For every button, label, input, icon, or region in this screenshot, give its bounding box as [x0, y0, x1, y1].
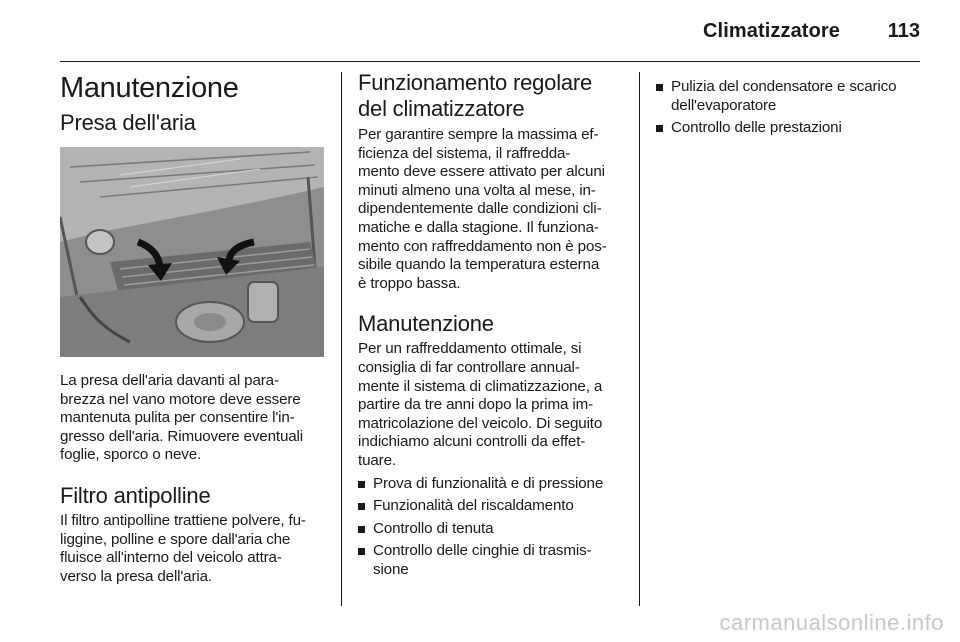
subheading-presa-aria: Presa dell'aria	[60, 110, 196, 135]
bullet-icon	[358, 503, 365, 510]
bullet-icon	[358, 526, 365, 533]
list-item: Controllo delle cinghie di trasmis- sione	[358, 542, 626, 579]
section-heading-manutenzione: Manutenzione	[60, 72, 239, 104]
header-rule	[60, 61, 920, 62]
list-item: Controllo di tenuta	[358, 520, 626, 539]
watermark: carmanualsonline.info	[719, 610, 944, 635]
bullet-icon	[656, 84, 663, 91]
column-2	[358, 70, 626, 579]
column-3	[656, 78, 924, 138]
bullet-icon	[358, 548, 365, 555]
bullet-icon	[358, 481, 365, 488]
subheading-manutenzione: Manutenzione	[358, 311, 494, 337]
paragraph-presa-aria: La presa dell'aria davanti al para- brezza nel vano motore deve essere mantenuta pulita per consentire l'in- gresso dell'aria. Rimuovere eventuali foglie, sporco o neve.	[60, 372, 304, 464]
engine-bay-illustration	[60, 147, 324, 357]
header-title: Climatizzatore	[703, 20, 840, 42]
column-divider-1	[341, 72, 342, 606]
list-item: Prova di funzionalità e di pressione	[358, 475, 626, 494]
page-number: 113	[887, 20, 920, 42]
subheading-funzionamento: Funzionamento regolare del climatizzatore	[358, 70, 593, 121]
paragraph-funzionamento: Per garantire sempre la massima ef- ficienza del sistema, il raffredda- mento deve essere attivato per alcuni minuti almeno una volta al mese, in- dipendentemente dalle condizioni cli- matiche e dalla stagione. Il funziona- mento con raffreddamento non è pos- sibile quando la temperatura esterna è troppo bassa.	[358, 126, 607, 292]
list-item: Pulizia del condensatore e scarico dell'evaporatore	[656, 78, 924, 115]
additional-checks-list	[656, 78, 924, 138]
column-divider-2	[639, 72, 640, 606]
bullet-icon	[656, 125, 663, 132]
column-1	[60, 70, 328, 586]
list-item: Controllo delle prestazioni	[656, 119, 924, 138]
subheading-filtro-antipolline: Filtro antipolline	[60, 482, 211, 508]
air-intake-illustration	[60, 147, 324, 357]
paragraph-manutenzione: Per un raffreddamento ottimale, si consiglia di far controllare annual- mente il sistema di climatizzazione, a partire da tre anni dopo la prima im- matricolazione del veicolo. Di seguito indichiamo alcuni controlli da effet- tuare.	[358, 340, 603, 469]
paragraph-filtro-antipolline: Il filtro antipolline trattiene polvere, fu- liggine, polline e spore dall'aria che fluisce all'interno del veicolo attra- verso la presa dell'aria.	[60, 511, 306, 585]
list-item: Funzionalità del riscaldamento	[358, 497, 626, 516]
maintenance-checks-list	[358, 475, 626, 580]
